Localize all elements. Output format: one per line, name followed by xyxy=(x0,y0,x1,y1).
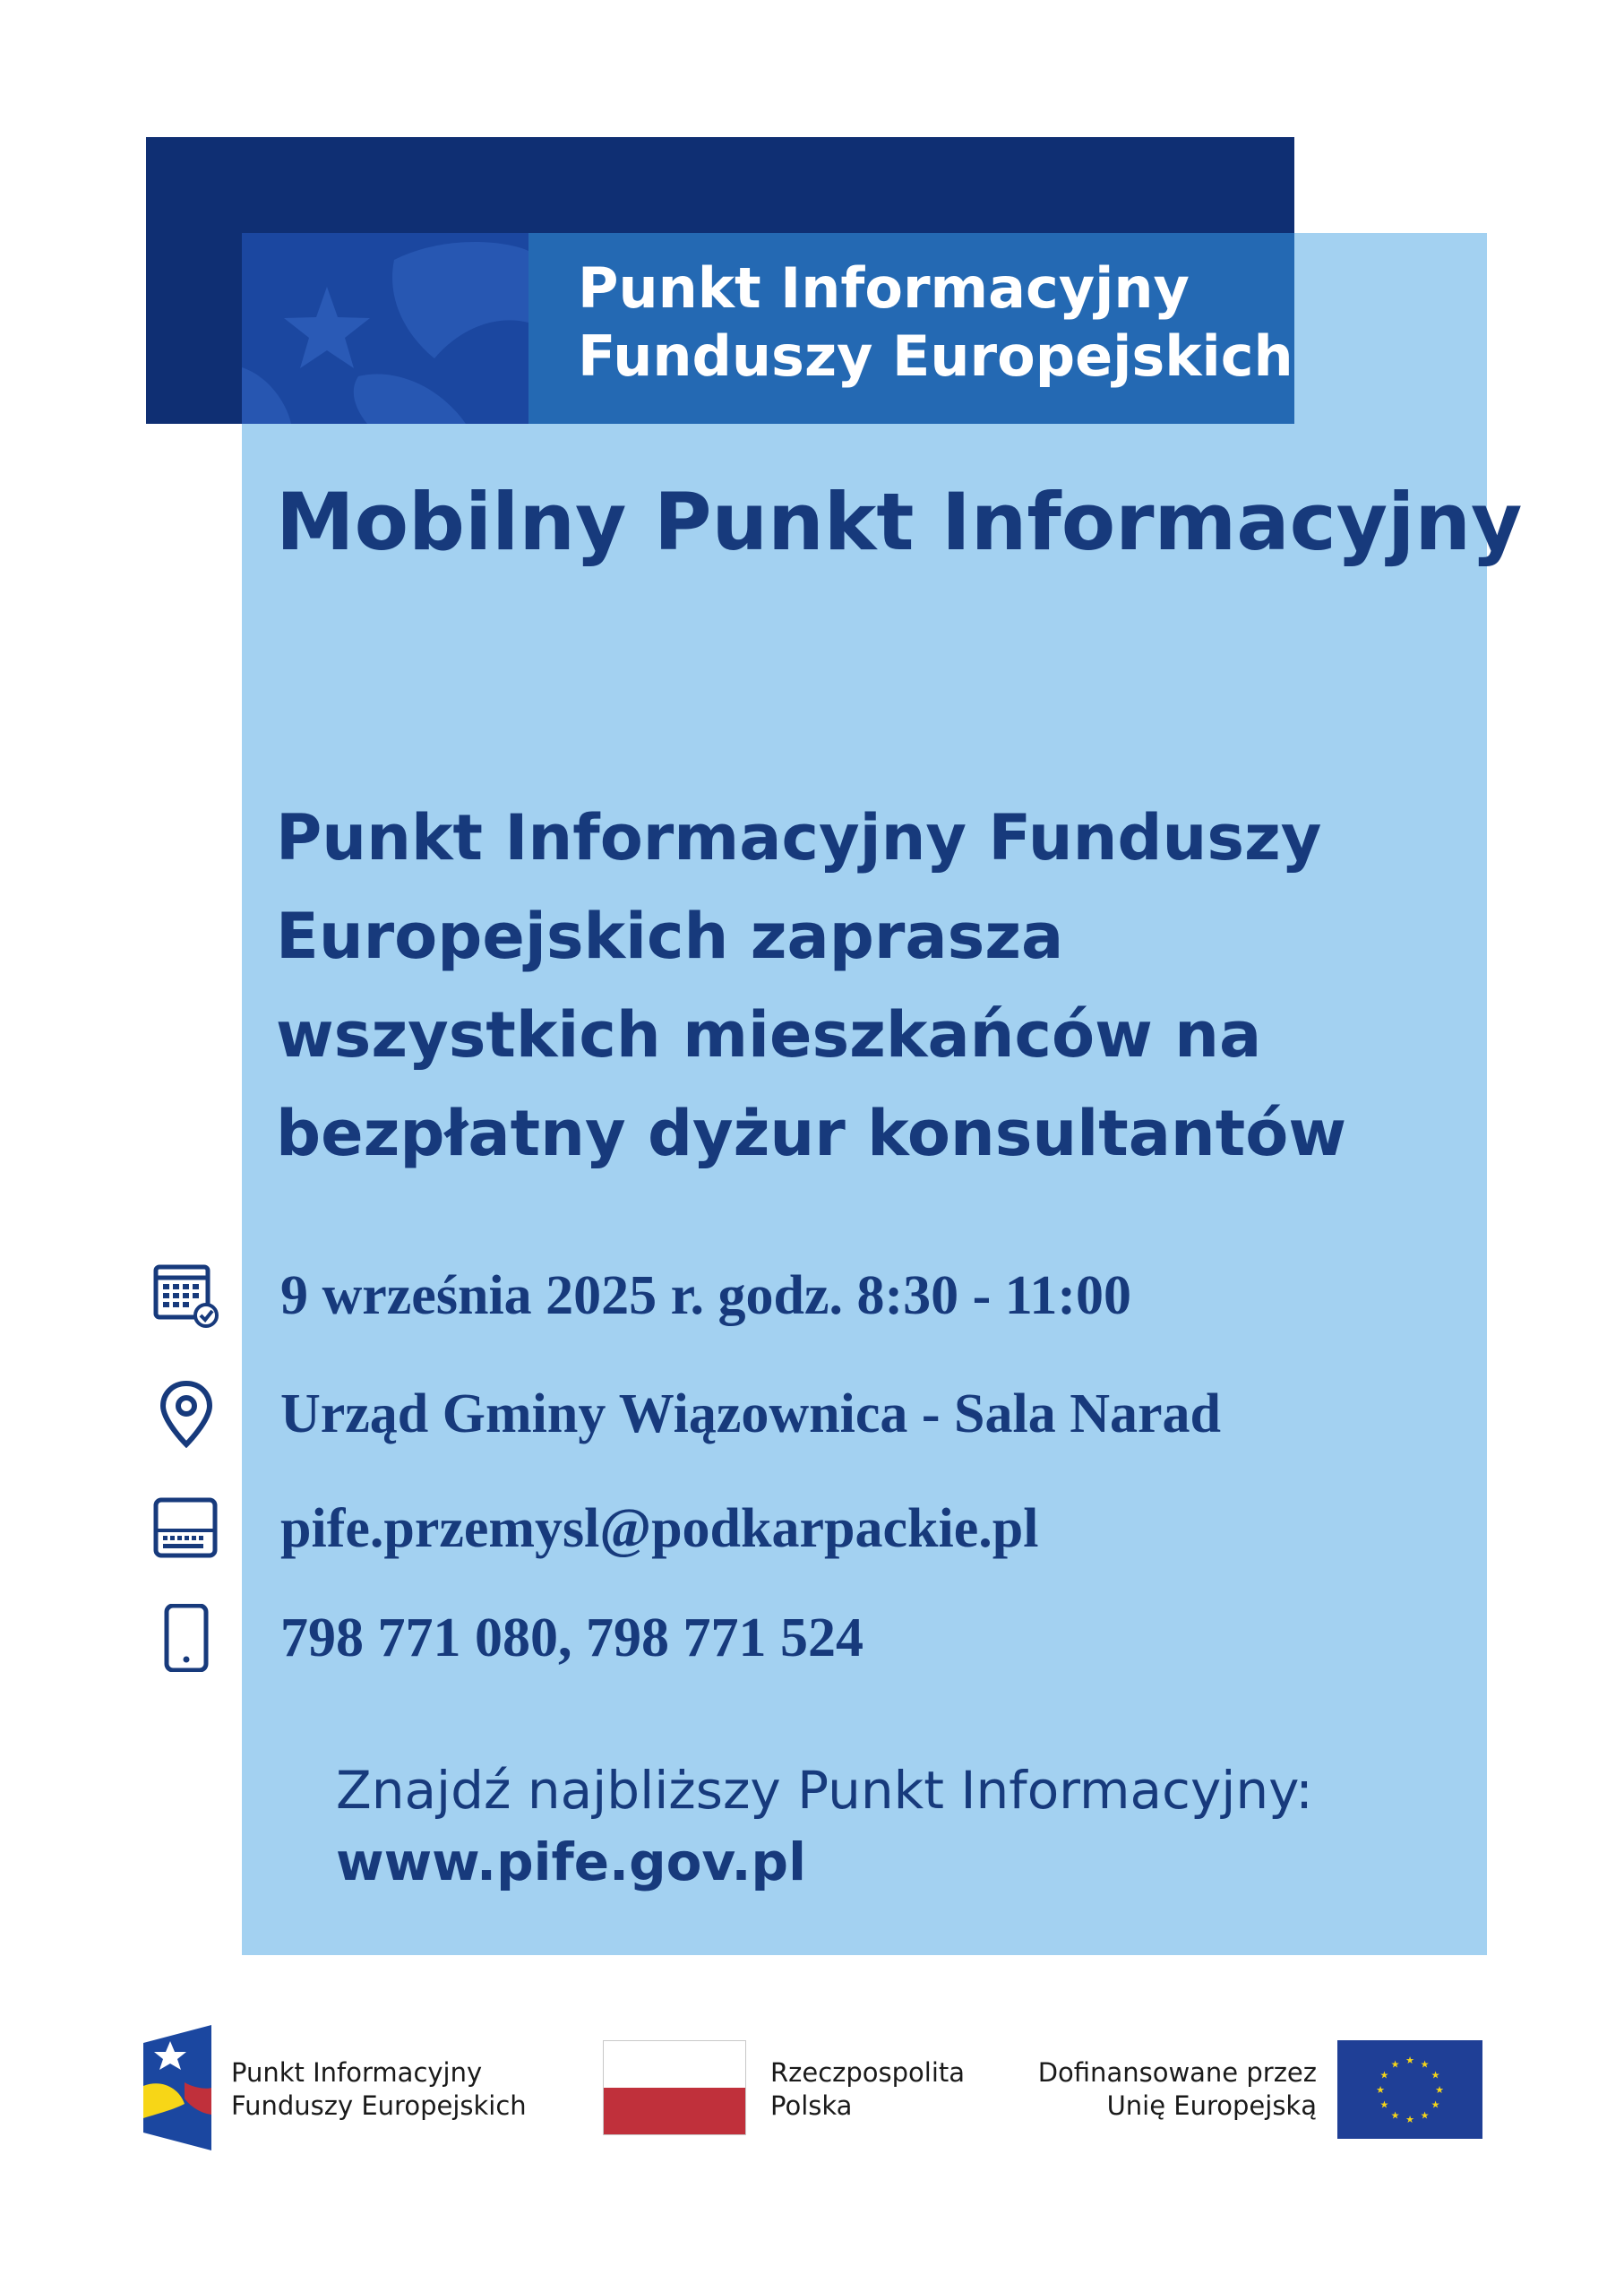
keyboard-icon xyxy=(152,1495,220,1563)
eu-star: ★ xyxy=(1420,2109,1430,2122)
event-date: 9 września 2025 r. godz. 8:30 - 11:00 xyxy=(280,1265,1132,1326)
invitation-text: Punkt Informacyjny Funduszy Europejskich zaprasza wszystkich mieszkańców na bezpłatny dyżur konsultantów xyxy=(276,801,1346,1170)
page-title: Mobilny Punkt Informacyjny xyxy=(276,476,1523,568)
stars-graphic xyxy=(242,233,528,424)
rp-logo-line2: Polska xyxy=(770,2090,853,2121)
smartphone-icon xyxy=(152,1604,220,1672)
pife-logo-text xyxy=(231,2056,527,2123)
contact-phone[interactable]: 798 771 080, 798 771 524 xyxy=(280,1607,864,1668)
eu-star: ★ xyxy=(1435,2084,1444,2096)
eu-star: ★ xyxy=(1405,2055,1414,2066)
event-place: Urząd Gminy Wiązownica - Sala Narad xyxy=(280,1383,1222,1444)
eu-star: ★ xyxy=(1420,2058,1430,2071)
header-title-line1: Punkt Informacyjny xyxy=(578,255,1190,321)
eu-star: ★ xyxy=(1379,2098,1389,2111)
rp-logo-text xyxy=(770,2056,965,2123)
eu-star: ★ xyxy=(1405,2114,1414,2125)
eu-cofinanced-text xyxy=(1012,2056,1317,2123)
calendar-icon xyxy=(152,1262,220,1330)
star-shapes-icon xyxy=(242,233,528,424)
pife-logo-line2: Funduszy Europejskich xyxy=(231,2090,527,2121)
pife-website-link[interactable]: www.pife.gov.pl xyxy=(336,1831,806,1892)
location-pin-icon xyxy=(152,1380,220,1448)
eu-star: ★ xyxy=(1376,2084,1385,2096)
find-point-label: Znajdź najbliższy Punkt Informacyjny: xyxy=(336,1760,1313,1821)
eu-star: ★ xyxy=(1390,2109,1400,2122)
eu-text-line1: Dofinansowane przez xyxy=(1037,2057,1317,2088)
poland-flag xyxy=(603,2040,746,2135)
eu-star: ★ xyxy=(1431,2069,1440,2081)
rp-logo-line1: Rzeczpospolita xyxy=(770,2057,966,2088)
header-title xyxy=(578,254,1293,391)
eu-flag-icon xyxy=(1337,2040,1482,2139)
header-title-line2: Funduszy Europejskich xyxy=(578,323,1293,389)
pife-logo xyxy=(143,2025,211,2150)
eu-star: ★ xyxy=(1379,2069,1389,2081)
eu-star: ★ xyxy=(1431,2098,1440,2111)
pife-logo-line1: Punkt Informacyjny xyxy=(231,2057,483,2088)
header-title-block xyxy=(528,233,1294,424)
eu-text-line2: Unię Europejską xyxy=(1106,2090,1317,2121)
eu-star: ★ xyxy=(1390,2058,1400,2071)
contact-email[interactable]: pife.przemysl@podkarpackie.pl xyxy=(280,1498,1039,1559)
